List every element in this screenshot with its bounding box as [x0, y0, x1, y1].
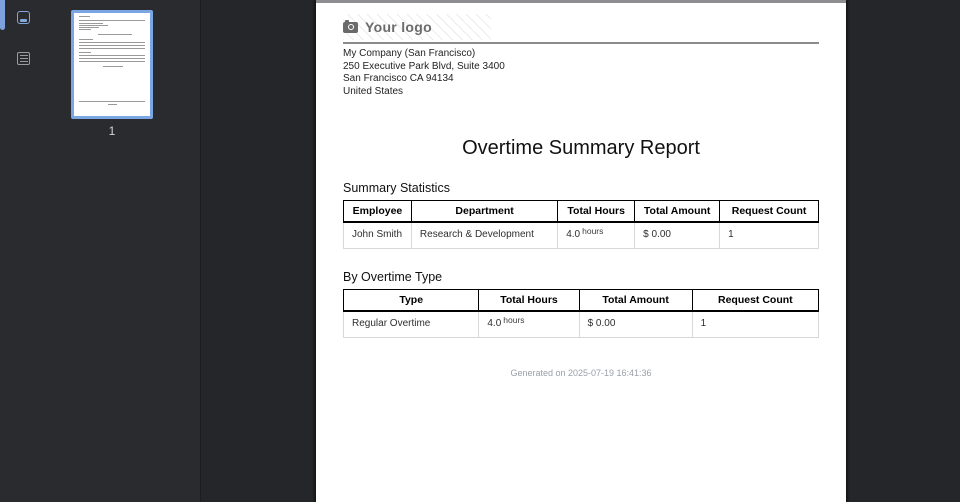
- camera-icon: [343, 22, 358, 33]
- col-total-amount: Total Amount: [579, 290, 692, 312]
- col-request-count: Request Count: [720, 201, 819, 223]
- col-employee: Employee: [344, 201, 412, 223]
- thumb-table-line: [79, 42, 145, 43]
- hours-unit: hours: [503, 315, 525, 325]
- thumb-footer-line: [103, 66, 123, 67]
- thumb-bottom-rule: [79, 101, 145, 102]
- col-total-hours: Total Hours: [558, 201, 635, 223]
- page-thumbnail[interactable]: [71, 10, 153, 138]
- col-total-hours: Total Hours: [479, 290, 579, 312]
- col-total-amount: Total Amount: [635, 201, 720, 223]
- company-name: My Company (San Francisco): [343, 48, 476, 59]
- by-overtime-type-heading: By Overtime Type: [343, 270, 443, 284]
- cell-employee: John Smith: [344, 222, 412, 249]
- thumb-address-line: [79, 25, 108, 26]
- generated-timestamp: Generated on 2025-07-19 16:41:36: [510, 368, 652, 378]
- thumb-heading-line: [79, 39, 93, 40]
- outline-icon: [17, 52, 30, 65]
- cell-type: Regular Overtime: [344, 311, 479, 338]
- header-divider: [343, 42, 819, 44]
- summary-statistics-heading: Summary Statistics: [343, 181, 450, 195]
- company-city: San Francisco CA 94134: [343, 73, 454, 84]
- cell-total-hours: [479, 311, 579, 338]
- company-country: United States: [343, 85, 404, 97]
- cell-department: Research & Development: [411, 222, 557, 249]
- hours-value: 4.0: [487, 318, 502, 329]
- company-logo-placeholder: [343, 14, 491, 40]
- table-header-row: [344, 290, 819, 312]
- document-page: [316, 0, 846, 502]
- company-address-block: [343, 48, 819, 98]
- hours-value: 4.0: [566, 229, 581, 240]
- cell-request-count: 1: [720, 222, 819, 249]
- cell-request-count: 1: [692, 311, 818, 338]
- thumb-title-line: [98, 34, 132, 35]
- thumb-logo-line: [79, 16, 90, 17]
- thumb-table-line: [79, 55, 145, 56]
- cell-total-amount: $ 0.00: [635, 222, 720, 249]
- thumb-table-line: [79, 61, 145, 62]
- thumb-address-line: [79, 27, 99, 28]
- col-department: Department: [411, 201, 557, 223]
- table-row: [344, 311, 819, 338]
- page-thumbnail-preview[interactable]: [71, 10, 153, 119]
- table-header-row: [344, 201, 819, 223]
- thumb-table-line: [79, 58, 145, 59]
- thumb-heading-line: [79, 52, 91, 53]
- active-view-indicator: [0, 0, 5, 30]
- report-title: Overtime Summary Report: [462, 137, 700, 159]
- by-overtime-type-table: [343, 289, 819, 338]
- table-row: [344, 222, 819, 249]
- logo-placeholder-label: Your logo: [365, 19, 432, 35]
- company-street: 250 Executive Park Blvd, Suite 3400: [343, 60, 505, 72]
- thumb-pagenum-line: [108, 104, 117, 105]
- thumbnails-view-button[interactable]: [14, 8, 34, 28]
- cell-total-hours: [558, 222, 635, 249]
- pdf-viewer-area: [202, 0, 960, 502]
- thumb-table-line: [79, 45, 145, 46]
- thumbnail-page-number: 1: [108, 124, 116, 138]
- col-type: Type: [344, 290, 479, 312]
- col-request-count: Request Count: [692, 290, 818, 312]
- thumb-address-line: [79, 29, 91, 30]
- hours-unit: hours: [582, 226, 604, 236]
- pdf-sidebar: [0, 0, 201, 502]
- summary-statistics-table: [343, 200, 819, 249]
- thumbnails-icon: [17, 11, 30, 24]
- thumb-table-line: [79, 48, 145, 49]
- cell-total-amount: $ 0.00: [579, 311, 692, 338]
- outline-view-button[interactable]: [14, 49, 34, 69]
- thumb-header-rule: [79, 20, 145, 21]
- thumb-address-line: [79, 23, 103, 24]
